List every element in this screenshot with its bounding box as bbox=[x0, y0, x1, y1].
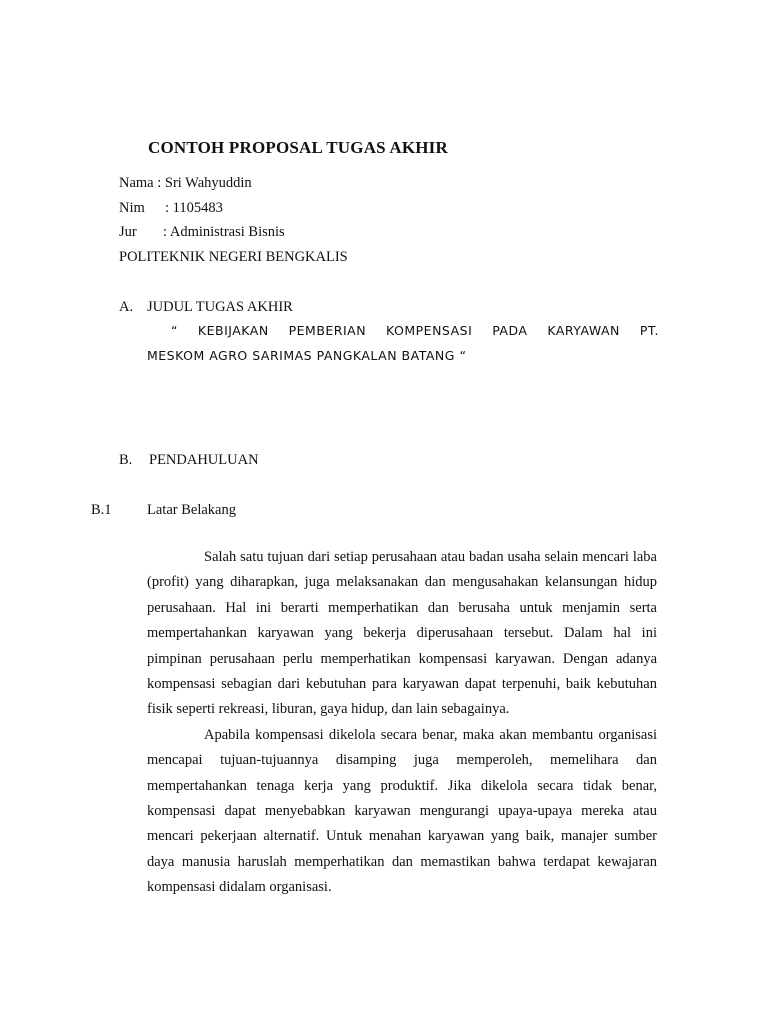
section-b-heading: PENDAHULUAN bbox=[149, 452, 259, 468]
nim-value: : 1105483 bbox=[165, 200, 223, 216]
jur-label: Jur bbox=[119, 224, 137, 240]
section-b-letter: B. bbox=[119, 452, 133, 468]
subsection-b1-heading: Latar Belakang bbox=[147, 502, 236, 518]
background-paragraph-1: Salah satu tujuan dari setiap perusahaan atau badan usaha selain mencari laba (profit) yang diharapkan, juga melaksanakan dan mengusahakan kelansungan hidup perusahaan. Hal ini berarti memperhatikan dan berusaha untuk menjamin serta mempertahankan karyawan yang bekerja diperusahaan tersebut. Dalam hal ini pimpinan perusahaan perlu memperhatikan kompensasi karyawan. Dengan adanya kompensasi sebagian dari kebutuhan para karyawan dapat terpenuhi, baik kebutuhan fisik seperti rekreasi, liburan, gaya hidup, dan lain sebagainya. bbox=[147, 549, 657, 718]
thesis-title-line2: MESKOM AGRO SARIMAS PANGKALAN BATANG “ bbox=[147, 348, 467, 363]
student-nim-row bbox=[119, 200, 223, 217]
student-jur-row bbox=[119, 224, 285, 241]
background-paragraph-2: Apabila kompensasi dikelola secara benar, maka akan membantu organisasi mencapai tujuan-tujuannya disamping juga memperoleh, memelihara dan mempertahankan tenaga kerja yang produktif. Jika dikelola secara tidak benar, kompensasi dapat menyebabkan karyawan mengurangi upaya-upaya mereka atau mencari pekerjaan alternatif. Untuk menahan karyawan yang baik, manajer sumber daya manusia haruslah memperhatikan dan memastikan bahwa terdapat kewajaran kompensasi didalam organisasi. bbox=[147, 726, 657, 896]
institution-name: POLITEKNIK NEGERI BENGKALIS bbox=[119, 249, 348, 265]
section-a-heading: JUDUL TUGAS AKHIR bbox=[147, 299, 293, 315]
thesis-title bbox=[147, 318, 659, 368]
document-title: CONTOH PROPOSAL TUGAS AKHIR bbox=[148, 138, 448, 157]
section-a-letter: A. bbox=[119, 299, 134, 315]
nim-label: Nim bbox=[119, 200, 145, 216]
thesis-title-line1: “ KEBIJAKAN PEMBERIAN KOMPENSASI PADA KARYAWAN PT. bbox=[171, 323, 659, 338]
background-body bbox=[147, 545, 657, 901]
subsection-b1-number: B.1 bbox=[91, 502, 112, 518]
student-name: Nama : Sri Wahyuddin bbox=[119, 175, 252, 191]
jur-value: : Administrasi Bisnis bbox=[163, 224, 285, 240]
